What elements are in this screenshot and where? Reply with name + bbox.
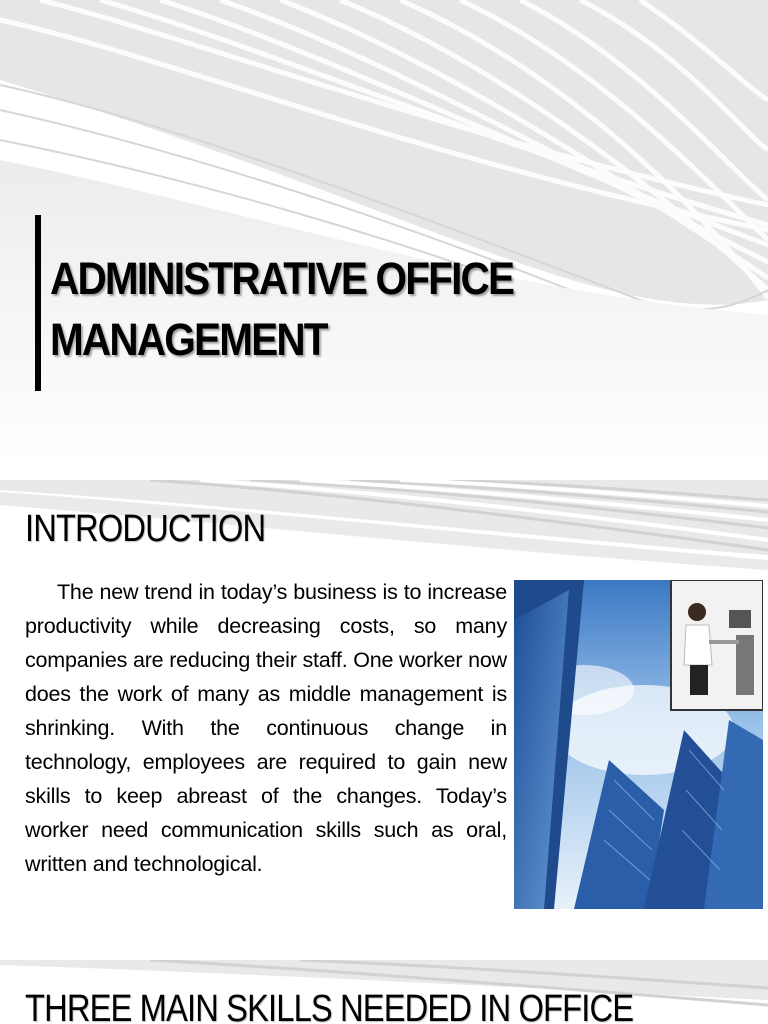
title-slide xyxy=(0,0,768,465)
introduction-heading: INTRODUCTION xyxy=(25,508,266,550)
wave-background xyxy=(0,0,768,465)
introduction-body: The new trend in today’s business is to increase productivity while decreasing costs, so many companies are reducing their staff. One worker now does the work of many as middle management is shrinking. With the continuous change in technology, employees are required to gain new skills to keep abreast of the changes. Today’s worker need communication skills such as oral, written and technological. xyxy=(25,580,507,876)
introduction-slide xyxy=(0,480,768,945)
skills-heading: THREE MAIN SKILLS NEEDED IN OFFICE xyxy=(25,988,634,1024)
title-line-1: ADMINISTRATIVE OFFICE xyxy=(50,253,514,304)
office-building-image xyxy=(514,580,763,909)
title-line-2: MANAGEMENT xyxy=(50,314,327,365)
title-accent-bar xyxy=(35,215,41,391)
presentation-title xyxy=(50,248,513,370)
skills-slide xyxy=(0,960,768,1024)
